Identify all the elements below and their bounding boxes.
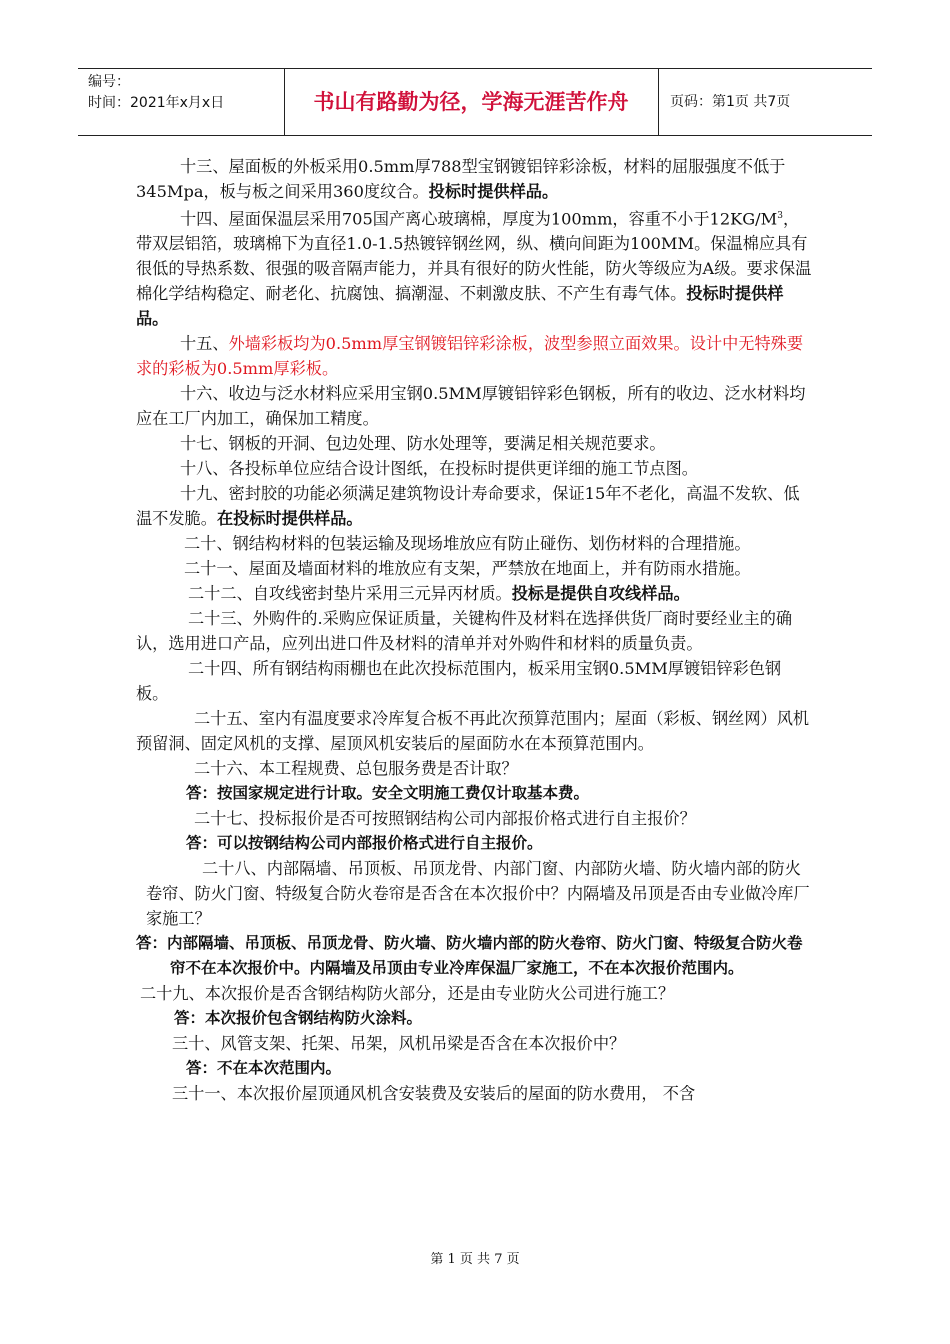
page-header (78, 68, 872, 136)
answer-28: 答：内部隔墙、吊顶板、吊顶龙骨、防火墙、防火墙内部的防火卷帘、防火门窗、特级复合防火卷帘不在本次报价中。内隔墙及吊顶由专业冷库保温厂家施工，不在本次报价范围内。 (136, 934, 803, 978)
paragraph-15: 十五、外墙彩板均为0.5mm厚宝钢镀铝锌彩涂板，波型参照立面效果。设计中无特殊要求的彩板为0.5mm厚彩板。 (136, 334, 804, 379)
page-footer: 第 1 页 共 7 页 (430, 1252, 520, 1267)
paragraph-25: 二十五、室内有温度要求冷库复合板不再此次预算范围内；屋面（彩板、钢丝网）风机预留洞、固定风机的支撑、屋顶风机安装后的屋面防水在本预算范围内。 (136, 709, 810, 754)
answer-26: 答：按国家规定进行计取。安全文明施工费仅计取基本费。 (186, 784, 590, 803)
header-meta (88, 72, 278, 114)
header-motto: 书山有路勤为径，学海无涯苦作舟 (313, 90, 629, 114)
paragraph-13: 十三、屋面板的外板采用0.5mm厚788型宝钢镀铝锌彩涂板，材料的屈服强度不低于345Mpa，板与板之间采用360度纹合。投标时提供样品。 (136, 157, 786, 201)
question-29: 二十九、本次报价是否含钢结构防火部分，还是由专业防火公司进行施工？ (140, 984, 675, 1004)
paragraph-17: 十七、钢板的开洞、包边处理、防水处理等，要满足相关规范要求。 (180, 434, 666, 454)
paragraph-24: 二十四、所有钢结构雨棚也在此次投标范围内，板采用宝钢0.5MM厚镀铝锌彩色钢板。 (136, 659, 782, 704)
paragraph-23: 二十三、外购件的.采购应保证质量，关键构件及材料在选择供货厂商时要经业主的确认，选用进口产品，应列出进口件及材料的清单并对外购件和材料的质量负责。 (136, 609, 793, 654)
document-body (136, 154, 812, 1106)
answer-30: 答：不在本次范围内。 (186, 1059, 342, 1078)
paragraph-14: 十四、屋面保温层采用705国产离心玻璃棉，厚度为100mm，容重不小于$12KG/M^3$，带双层铝箔，玻璃棉下为直径1.0-1.5热镀锌钢丝网，纵、横向间距为100MM。保温棉应具有很低的导热系数、很强的吸音隔声能力，并具有很好的防火性能，防火等级应为A级。要求保温棉化学结构稳定、耐老化、抗腐蚀、搞潮湿、不刺激皮肤、不产生有毒气体。投标时提供样品。 (136, 209, 812, 329)
paragraph-21: 二十一、屋面及墙面材料的堆放应有支架，严禁放在地面上，并有防雨水措施。 (184, 559, 751, 579)
question-26: 二十六、本工程规费、总包服务费是否计取？ (194, 759, 518, 779)
question-30: 三十、风管支架、托架、吊架，风机吊梁是否含在本次报价中？ (172, 1034, 626, 1054)
paragraph-22: 二十二、自攻线密封垫片采用三元异丙材质。投标是提供自攻线样品。 (188, 584, 690, 604)
paragraph-20: 二十、钢结构材料的包装运输及现场堆放应有防止碰伤、划伤材料的合理措施。 (184, 534, 751, 554)
question-28: 二十八、内部隔墙、吊顶板、吊顶龙骨、内部门窗、内部防火墙、防火墙内部的防火卷帘、防火门窗、特级复合防火卷帘是否含在本次报价中？内隔墙及吊顶是否由专业做冷库厂家施工？ (146, 859, 810, 929)
paragraph-18: 十八、各投标单位应结合设计图纸，在投标时提供更详细的施工节点图。 (180, 459, 698, 479)
question-27: 二十七、投标报价是否可按照钢结构公司内部报价格式进行自主报价？ (194, 809, 696, 829)
answer-29: 答：本次报价包含钢结构防火涂料。 (174, 1009, 423, 1028)
paragraph-19: 十九、密封胶的功能必须满足建筑物设计寿命要求，保证15年不老化，高温不发软、低温不发脆。在投标时提供样品。 (136, 484, 800, 529)
paragraph-16: 十六、收边与泛水材料应采用宝钢0.5MM厚镀铝锌彩色钢板，所有的收边、泛水材料均应在工厂内加工，确保加工精度。 (136, 384, 806, 429)
answer-27: 答：可以按钢结构公司内部报价格式进行自主报价。 (186, 834, 543, 853)
question-31: 三十一、本次报价屋顶通风机含安装费及安装后的屋面的防水费用， 不含 (172, 1084, 696, 1104)
document-number-label: 编号： (88, 74, 130, 90)
header-page-info: 页码：第1页 共7页 (670, 94, 791, 110)
document-time-label: 时间：2021年x月x日 (88, 95, 225, 111)
header-divider (658, 69, 659, 135)
